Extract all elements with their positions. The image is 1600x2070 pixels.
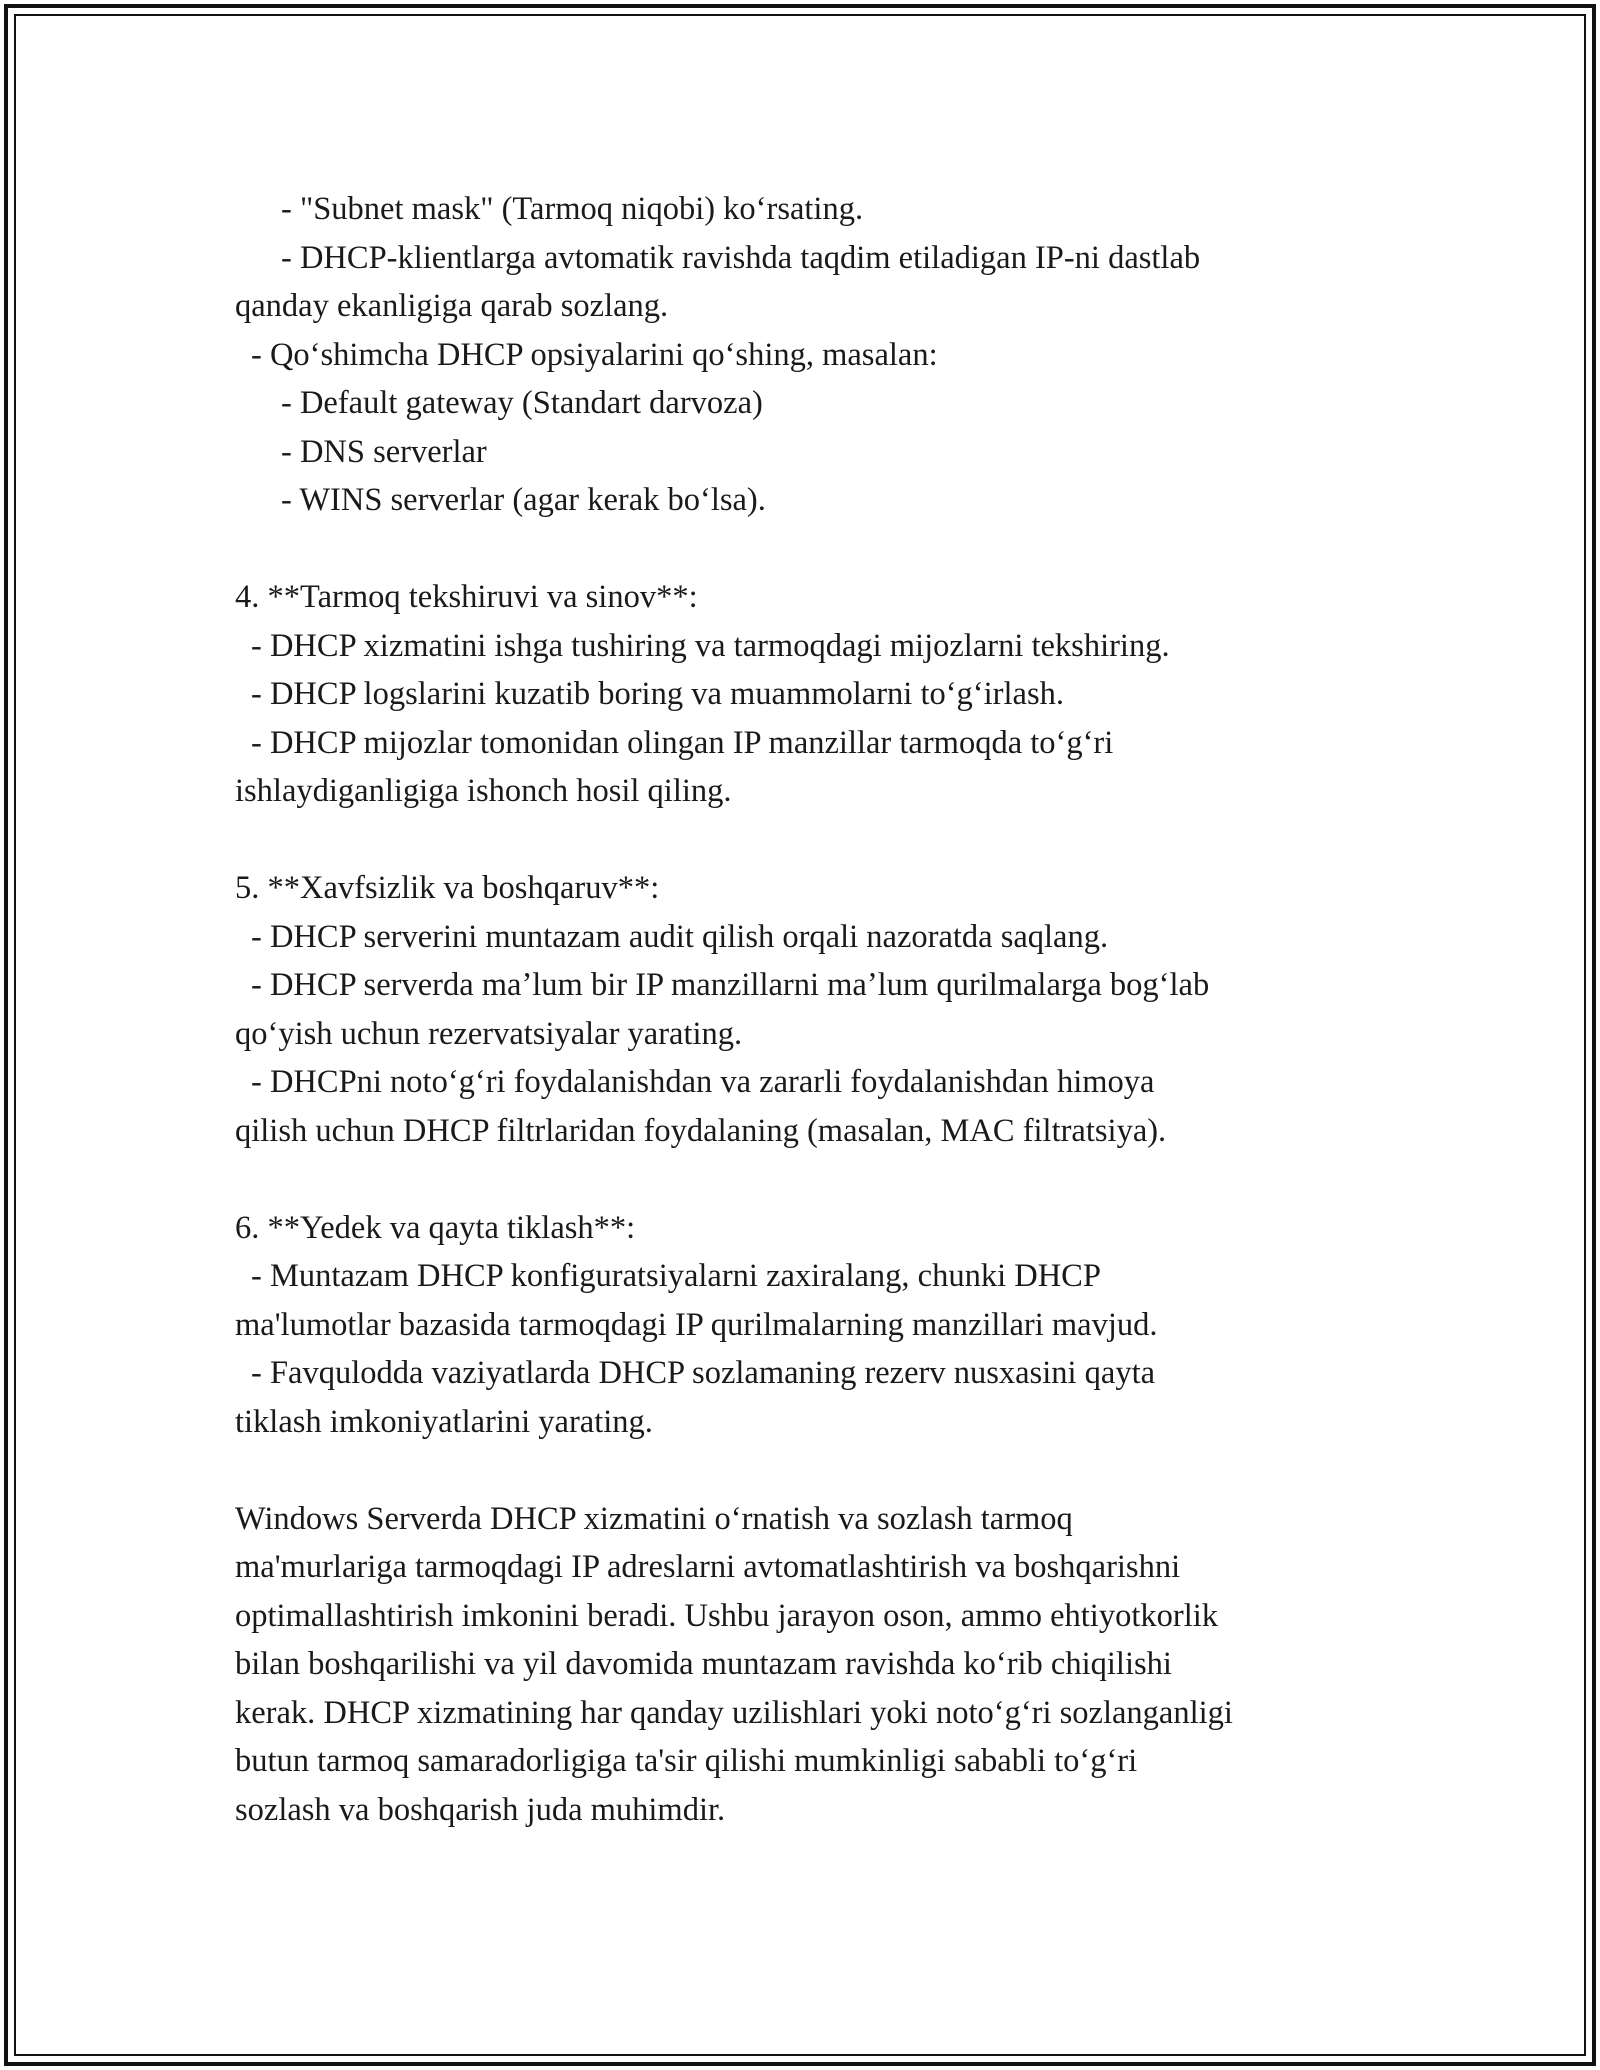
paragraph-gap (235, 525, 1375, 574)
text-line: qilish uchun DHCP filtrlaridan foydalaning (masalan, MAC filtratsiya). (235, 1112, 1167, 1149)
text-line: - DHCP xizmatini ishga tushiring va tarmoqdagi mijozlarni tekshiring. (251, 627, 1170, 664)
text-line: ma'lumotlar bazasida tarmoqdagi IP qurilmalarning manzillari mavjud. (235, 1306, 1158, 1343)
text-line: - DHCP logslarini kuzatib boring va muammolarni toʻgʻirlash. (251, 676, 1064, 712)
text-line: qanday ekanligiga qarab sozlang. (235, 288, 669, 324)
text-line: sozlash va boshqarish juda muhimdir. (235, 1791, 726, 1828)
text-line: - DHCPni notoʻgʻri foydalanishdan va zararli foydalanishdan himoya (251, 1064, 1155, 1100)
text-line: optimallashtirish imkonini beradi. Ushbu jarayon oson, ammo ehtiyotkorlik (235, 1597, 1218, 1634)
text-line: - DHCP mijozlar tomonidan olingan IP manzillar tarmoqda toʻgʻri (251, 724, 1114, 761)
paragraph-gap (235, 1446, 1375, 1495)
text-line: - Favqulodda vaziyatlarda DHCP sozlamaning rezerv nusxasini qayta (251, 1355, 1156, 1391)
text-line: butun tarmoq samaradorligiga ta'sir qilishi mumkinligi sababli toʻgʻri (235, 1743, 1138, 1779)
text-line: - Default gateway (Standart darvoza) (281, 385, 763, 421)
text-line: - Muntazam DHCP konfiguratsiyalarni zaxiralang, chunki DHCP (251, 1258, 1101, 1294)
text-line: tiklash imkoniyatlarini yarating. (235, 1403, 653, 1440)
text-line: - "Subnet mask" (Tarmoq niqobi) koʻrsating. (281, 191, 864, 227)
text-line: Windows Serverda DHCP xizmatini oʻrnatish va sozlash tarmoq (235, 1500, 1073, 1537)
section-heading: 6. **Yedek va qayta tiklash**: (235, 1209, 636, 1246)
text-line: ishlaydiganligiga ishonch hosil qiling. (235, 773, 732, 809)
paragraph-gap (235, 816, 1375, 865)
text-line: - DHCP-klientlarga avtomatik ravishda taqdim etiladigan IP-ni dastlab (281, 239, 1201, 276)
section-heading: 5. **Xavfsizlik va boshqaruv**: (235, 870, 660, 906)
text-line: bilan boshqarilishi va yil davomida muntazam ravishda koʻrib chiqilishi (235, 1646, 1172, 1682)
text-line: ma'murlariga tarmoqdagi IP adreslarni avtomatlashtirish va boshqarishni (235, 1549, 1181, 1585)
section-heading: 4. **Tarmoq tekshiruvi va sinov**: (235, 579, 698, 615)
text-line: - DHCP serverini muntazam audit qilish orqali nazoratda saqlang. (251, 918, 1109, 955)
text-line: - DNS serverlar (281, 433, 487, 470)
text-line: - Qoʻshimcha DHCP opsiyalarini qoʻshing, masalan: (251, 336, 938, 373)
text-line: qoʻyish uchun rezervatsiyalar yarating. (235, 1015, 743, 1052)
paragraph-gap (235, 1155, 1375, 1204)
document-body (235, 185, 1375, 1834)
text-line: kerak. DHCP xizmatining har qanday uzilishlari yoki notoʻgʻri sozlanganligi (235, 1694, 1233, 1731)
text-line: - DHCP serverda maʼlum bir IP manzillarni maʼlum qurilmalarga bogʻlab (251, 967, 1210, 1003)
text-line: - WINS serverlar (agar kerak boʻlsa). (281, 482, 766, 518)
